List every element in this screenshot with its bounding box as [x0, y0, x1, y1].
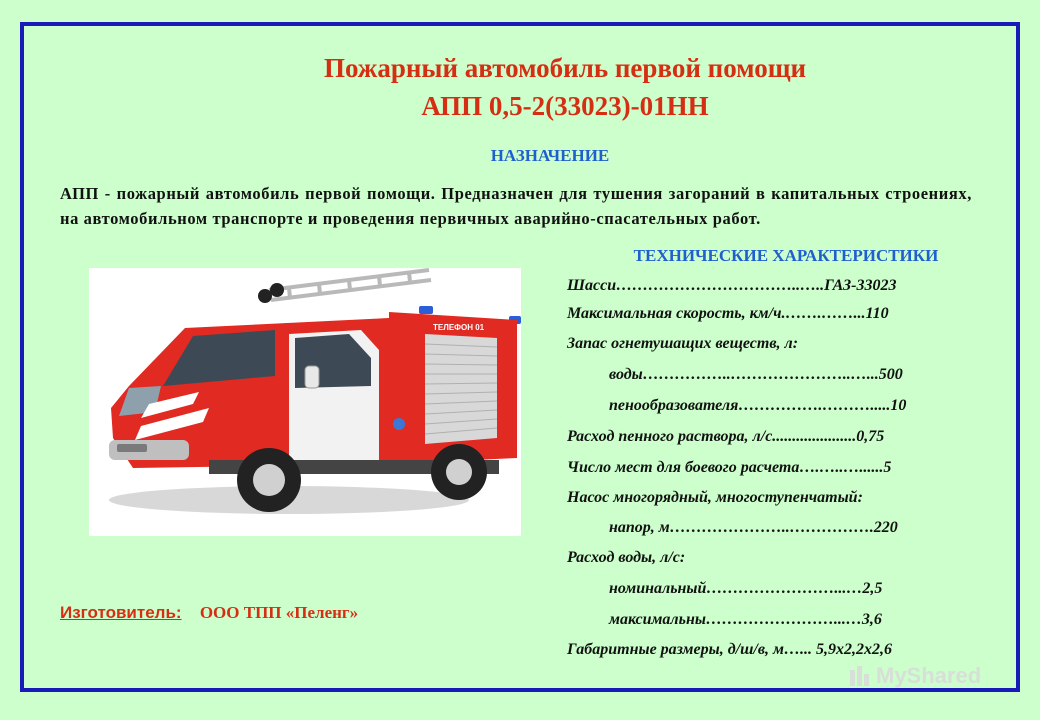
spec-row-water: воды……………..…………………..…...500 — [609, 366, 903, 383]
purpose-heading: НАЗНАЧЕНИЕ — [490, 146, 610, 165]
rear-wheel — [431, 444, 487, 500]
tech-specs-heading: ТЕХНИЧЕСКИЕ ХАРАКТЕРИСТИКИ — [633, 246, 939, 265]
spec-row-maximum: максимальны……………………...…3,6 — [609, 611, 882, 628]
purpose-text: АПП - пожарный автомобиль первой помощи. Предназначен для тушения загораний в капитальных строениях, на автомобильном транспорте и проведения первичных аварийно-спасательных работ. — [60, 184, 972, 228]
spec-row-head: напор, м…………………..…………….220 — [609, 519, 898, 536]
manufacturer — [60, 601, 358, 625]
manufacturer-label: Изготовитель: — [60, 603, 182, 622]
watermark-text: MyShared — [876, 663, 982, 688]
watermark — [848, 662, 981, 690]
spec-row-foam-flow: Расход пенного раствора, л/с.....................0,75 — [567, 428, 885, 445]
ladder — [269, 270, 431, 300]
spec-row-dimensions: Габаритные размеры, д/ш/в, м…... 5,9х2,2х2,6 — [567, 641, 892, 658]
spec-row-agent-supply: Запас огнетушащих веществ, л: — [567, 335, 799, 352]
front-wheel — [237, 448, 301, 512]
spec-row-foam-agent: пенообразователя…………….……….....10 — [609, 397, 907, 414]
spec-row-max-speed: Максимальная скорость, км/ч.…….……...110 — [567, 305, 889, 322]
spec-row-nominal: номинальный……………………...…2,5 — [609, 580, 883, 597]
door-lettering: ТЕЛЕФОН 01 — [433, 323, 485, 332]
watermark-logo-icon — [848, 664, 872, 688]
spec-row-chassis: Шасси……………………………..…..ГАЗ-33023 — [567, 277, 897, 294]
fire-truck-photo — [89, 268, 521, 536]
manufacturer-value: ООО ТПП «Пеленг» — [199, 603, 359, 622]
fire-truck-illustration — [89, 268, 521, 536]
spec-row-crew-seats: Число мест для боевого расчета….…..…......5 — [567, 459, 892, 476]
spec-row-pump: Насос многорядный, многоступенчатый: — [567, 489, 863, 506]
spec-row-water-flow: Расход воды, л/с: — [567, 549, 686, 566]
title-line-2: АПП 0,5-2(33023)-01НН — [421, 91, 709, 121]
title-line-1: Пожарный автомобиль первой помощи — [323, 53, 807, 83]
